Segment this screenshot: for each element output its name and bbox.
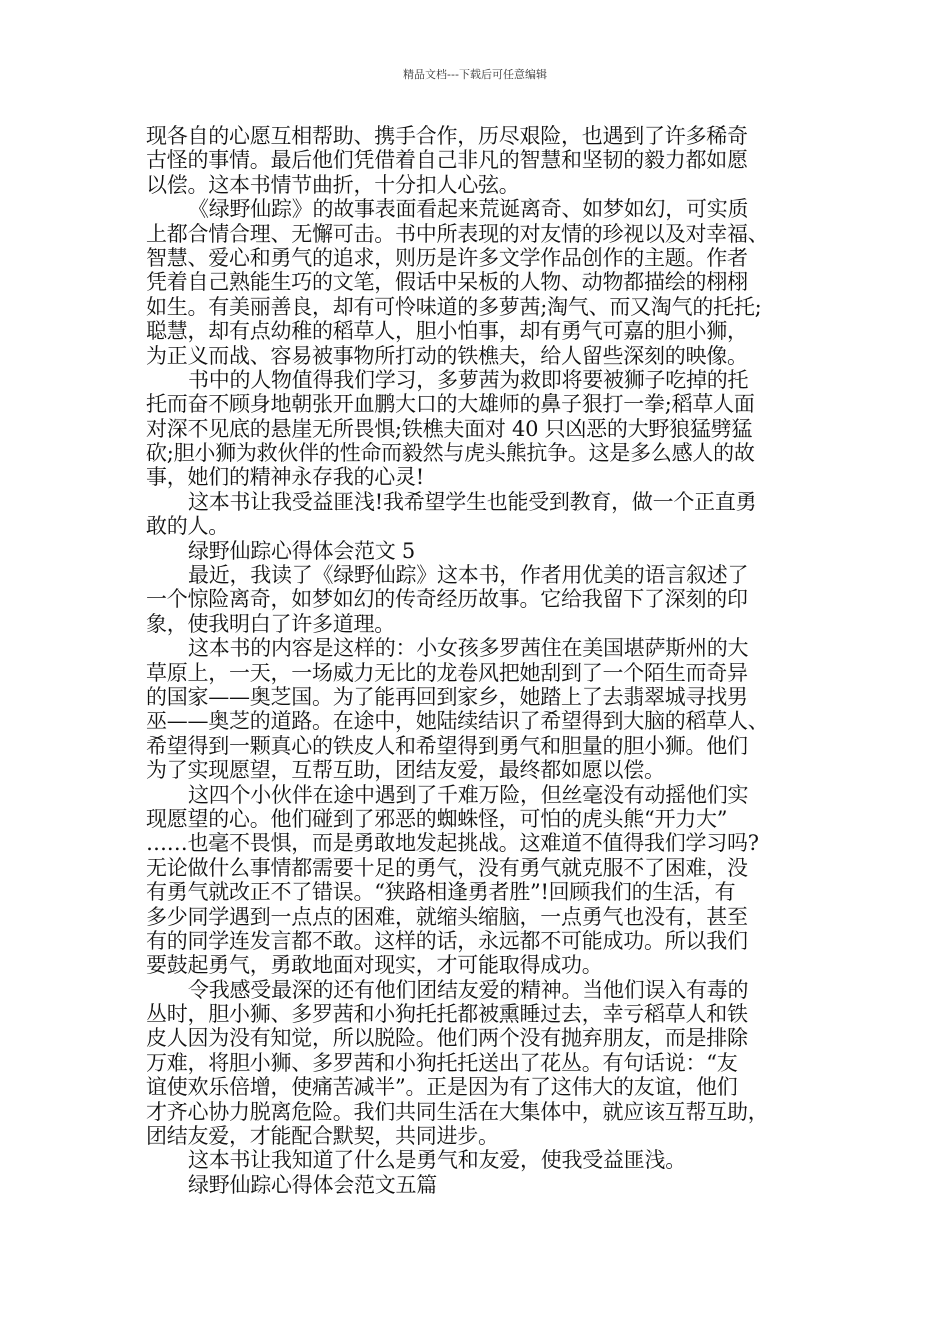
text-line: 象，使我明白了许多道理。 (146, 611, 395, 636)
text-line: 一个惊险离奇，如梦如幻的传奇经历故事。它给我留下了深刻的印 (146, 587, 748, 612)
text-line: 为了实现愿望，互帮互助，团结友爱，最终都如愿以偿。 (146, 758, 665, 783)
text-line: 古怪的事情。最后他们凭借着自己非凡的智慧和坚韧的毅力都如愿 (146, 148, 748, 173)
text-line: 这四个小伙伴在途中遇到了千难万险，但丝毫没有动摇他们实 (188, 782, 749, 807)
text-line: 最近，我读了《绿野仙踪》这本书，作者用优美的语言叙述了 (188, 563, 749, 588)
text-line: 绿野仙踪心得体会范文 5 (188, 538, 416, 563)
text-line: 希望得到一颗真心的铁皮人和希望得到勇气和胆量的胆小狮。他们 (146, 733, 748, 758)
text-line: 有的同学连发言都不敢。这样的话，永远都不可能成功。所以我们 (146, 928, 748, 953)
text-line: 令我感受最深的还有他们团结友爱的精神。当他们误入有毒的 (188, 977, 749, 1002)
text-line: 现各自的心愿互相帮助、携手合作，历尽艰险，也遇到了许多稀奇 (146, 124, 748, 148)
text-line: 如生。有美丽善良，却有可怜味道的多萝茜;淘气、而又淘气的托托; (146, 294, 762, 319)
text-line: 智慧、爱心和勇气的追求，则历是许多文学作品创作的主题。作者 (146, 245, 748, 270)
text-line: 为正义而战、容易被事物所打动的铁樵夫，给人留些深刻的映像。 (146, 343, 748, 368)
text-line: 敢的人。 (146, 514, 229, 539)
text-line: 巫——奥芝的道路。在途中，她陆续结识了希望得到大脑的稻草人、 (146, 709, 769, 734)
document-body (146, 124, 822, 1224)
text-line: 要鼓起勇气，勇敢地面对现实，才可能取得成功。 (146, 953, 603, 978)
text-line: 砍;胆小狮为救伙伴的性命而毅然与虎头熊抗争。这是多么感人的故 (146, 441, 755, 466)
text-line: 丛时，胆小狮、多罗茜和小狗托托都被熏睡过去，幸亏稻草人和铁 (146, 1002, 748, 1027)
text-line: 托而奋不顾身地朝张开血鹏大口的大雄师的鼻子狠打一拳;稻草人面 (146, 392, 755, 417)
text-line: 团结友爱，才能配合默契，共同进步。 (146, 1124, 499, 1149)
text-line: 皮人因为没有知觉，所以脱险。他们两个没有抛弃朋友，而是排除 (146, 1026, 748, 1051)
text-line: 这本书让我知道了什么是勇气和友爱，使我受益匪浅。 (188, 1148, 686, 1173)
text-line: 《绿野仙踪》的故事表面看起来荒诞离奇、如梦如幻，可实质 (188, 197, 749, 222)
text-line: 书中的人物值得我们学习，多萝茜为救即将要被狮子吃掉的托 (188, 367, 749, 392)
text-line: 万难，将胆小狮、多罗茜和小狗托托送出了花丛。有句话说：“友 (146, 1050, 738, 1075)
text-line: 无论做什么事情都需要十足的勇气，没有勇气就克服不了困难，没 (146, 855, 748, 880)
text-line: 现愿望的心。他们碰到了邪恶的蜘蛛怪，可怕的虎头熊“开力大” (146, 806, 728, 831)
text-line: 绿野仙踪心得体会范文五篇 (188, 1172, 437, 1197)
text-line: 这本书的内容是这样的：小女孩多罗茜住在美国堪萨斯州的大 (188, 636, 749, 661)
text-line: 凭着自己熟能生巧的文笔，假话中呆板的人物、动物都描绘的栩栩 (146, 270, 748, 295)
text-line: 才齐心协力脱离危险。我们共同生活在大集体中，就应该互帮互助， (146, 1099, 769, 1124)
text-line: 事，她们的精神永存我的心灵! (146, 465, 424, 490)
page-header: 精品文档---下载后可任意编辑 (403, 68, 547, 81)
text-line: 以偿。这本书情节曲折，十分扣人心弦。 (146, 172, 520, 197)
text-line: 上都合情合理、无懈可击。书中所表现的对友情的珍视以及对幸福、 (146, 221, 769, 246)
text-line: ……也毫不畏惧，而是勇敢地发起挑战。这难道不值得我们学习吗? (146, 831, 759, 856)
text-line: 对深不见底的悬崖无所畏惧;铁樵夫面对 40 只凶恶的大野狼猛劈猛 (146, 416, 753, 441)
text-line: 这本书让我受益匪浅!我希望学生也能受到教育，做一个正直勇 (188, 489, 757, 514)
text-line: 的国家——奥芝国。为了能再回到家乡，她踏上了去翡翠城寻找男 (146, 684, 748, 709)
text-line: 有勇气就改正不了错误。“狭路相逢勇者胜”!回顾我们的生活，有 (146, 880, 736, 905)
text-line: 谊使欢乐倍增，使痛苦减半”。正是因为有了这伟大的友谊，他们 (146, 1075, 738, 1100)
text-line: 草原上，一天，一场威力无比的龙卷风把她刮到了一个陌生而奇异 (146, 660, 748, 685)
text-line: 多少同学遇到一点点的困难，就缩头缩脑，一点勇气也没有，甚至 (146, 904, 748, 929)
text-line: 聪慧，却有点幼稚的稻草人，胆小怕事，却有勇气可嘉的胆小狮， (146, 319, 748, 344)
